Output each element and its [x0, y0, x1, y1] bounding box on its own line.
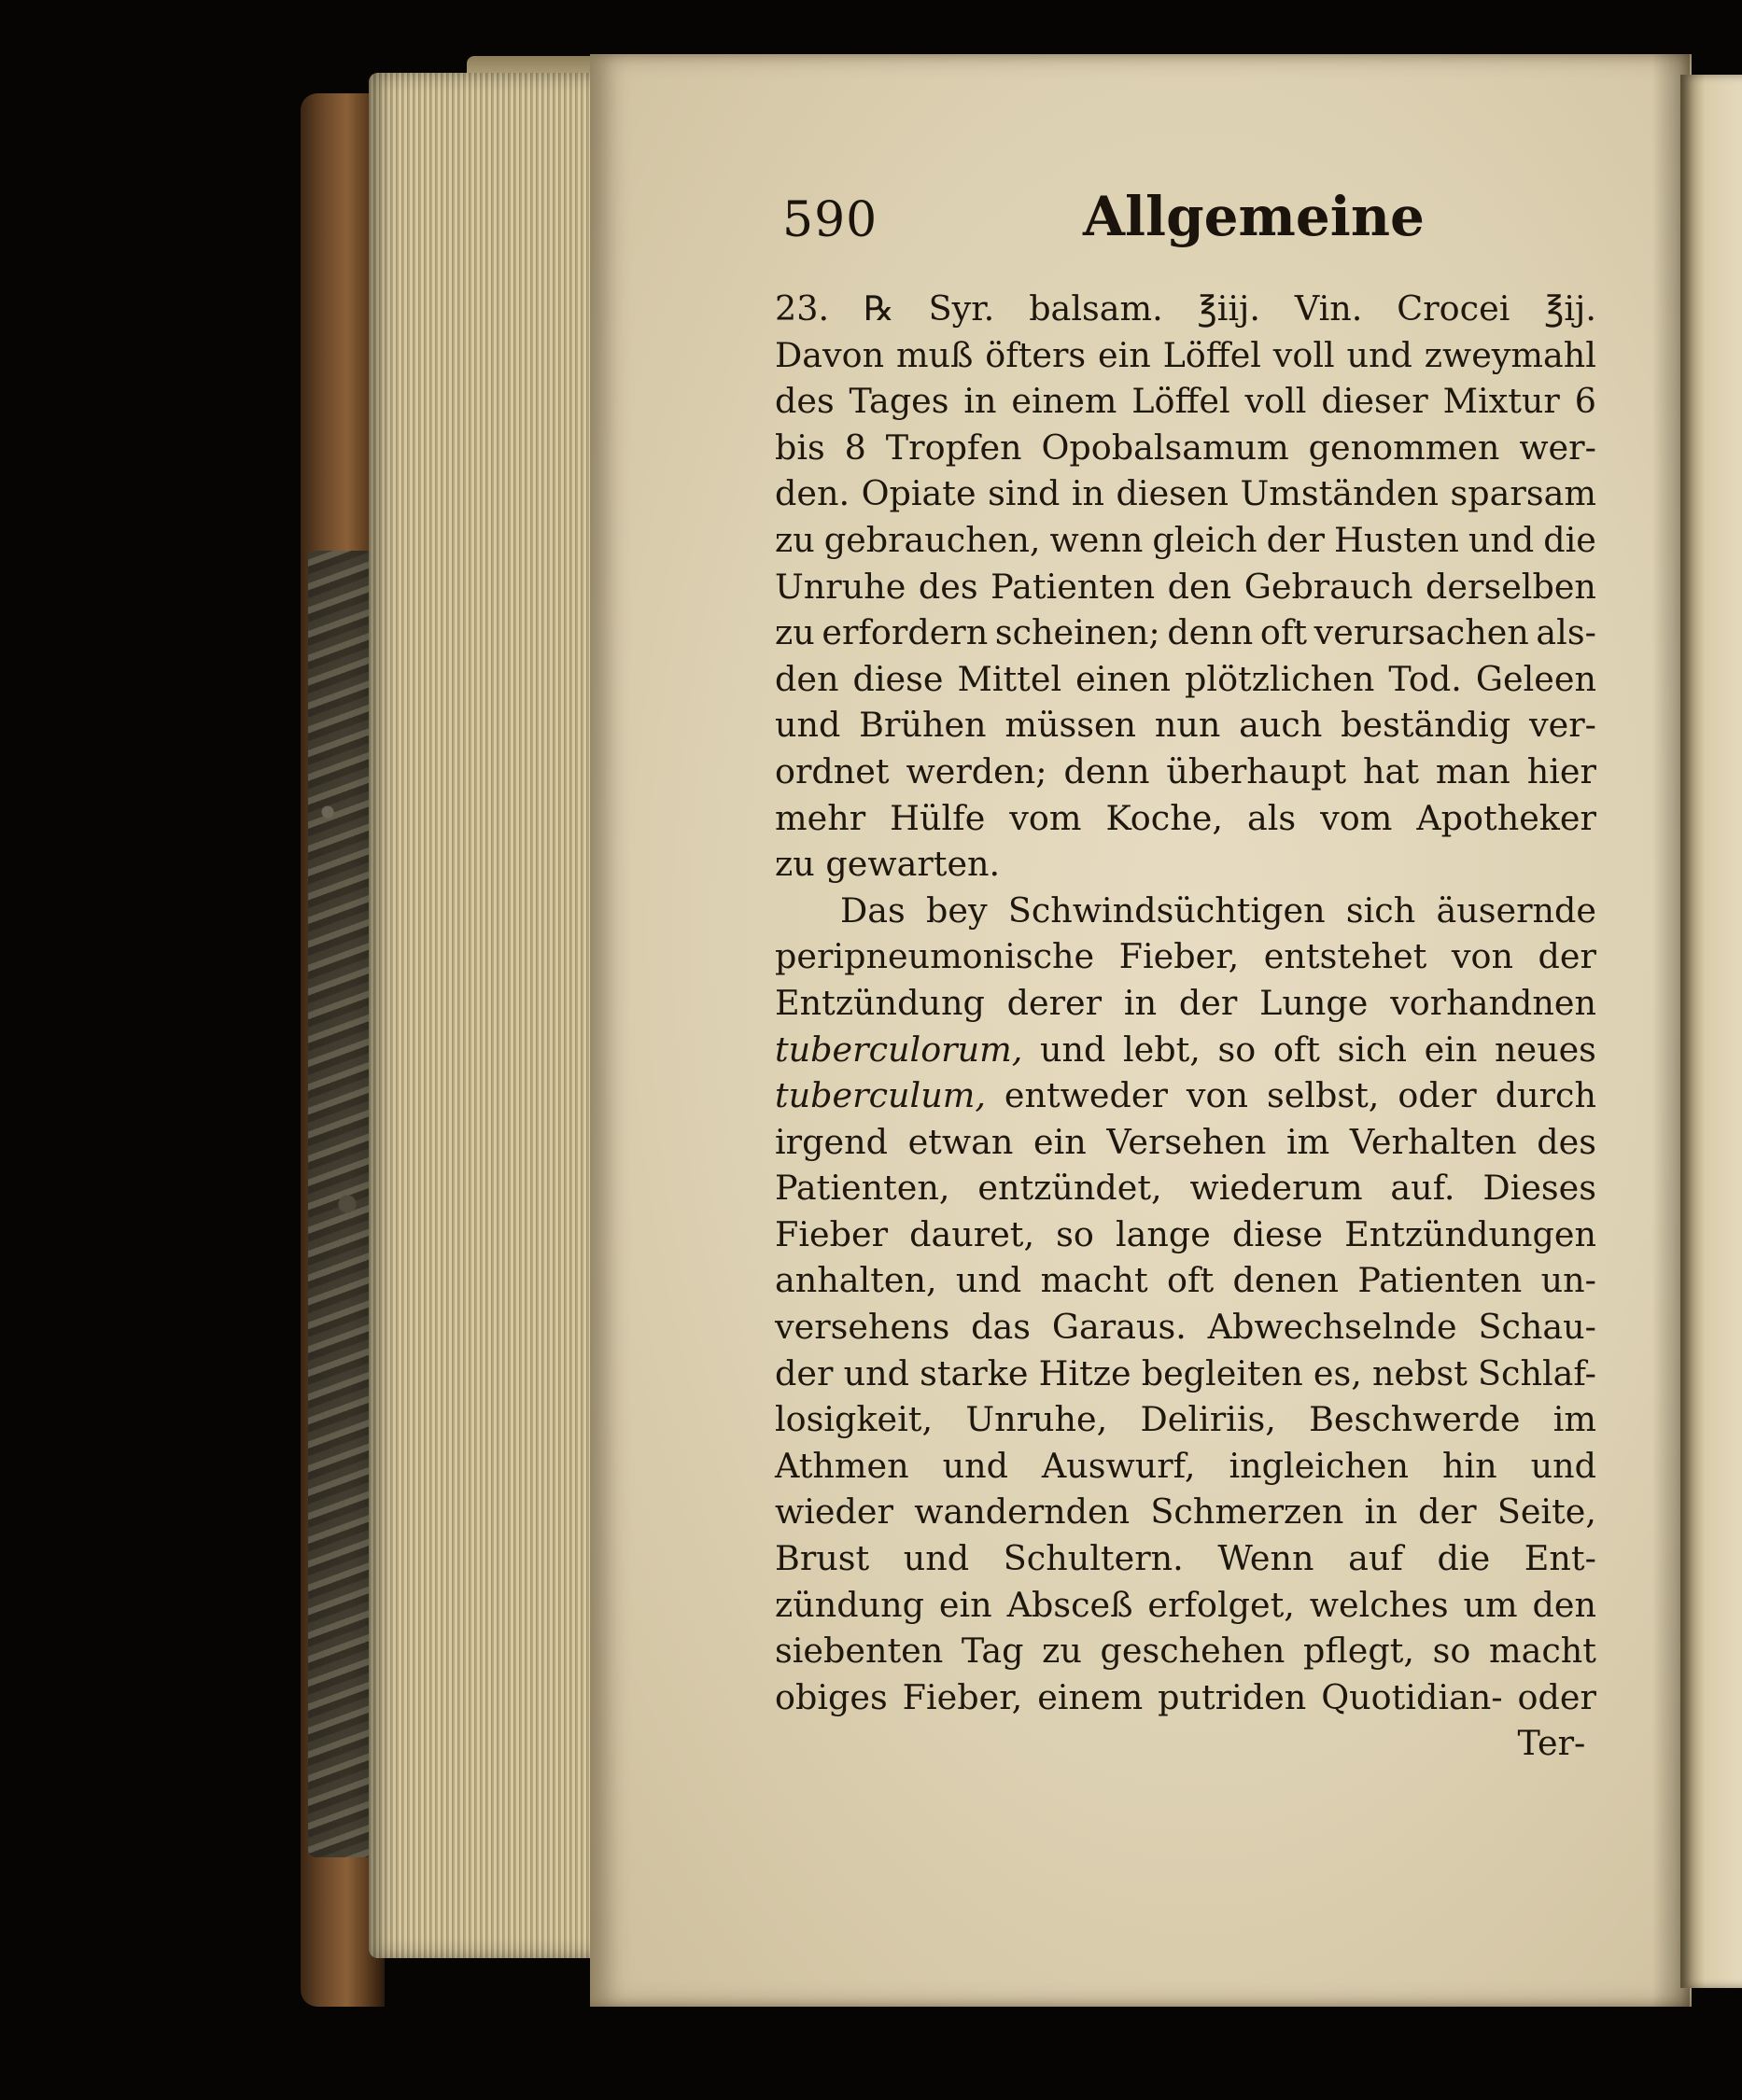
- word: entzündet,: [977, 1168, 1162, 1209]
- word: hat: [1363, 750, 1419, 791]
- word: Hülfe: [890, 797, 986, 838]
- word: Quotidian-: [1321, 1676, 1503, 1717]
- word: zweymahl: [1424, 334, 1596, 375]
- word: Schwindsüchtigen: [1007, 889, 1326, 931]
- word: sparsam: [1450, 473, 1596, 514]
- word: entstehet: [1263, 936, 1427, 977]
- word: Löffel: [1131, 381, 1230, 422]
- word: vom: [1009, 797, 1082, 838]
- text-line: [775, 1396, 1596, 1443]
- word: Ter-: [1517, 1723, 1586, 1764]
- text-line: [775, 1674, 1596, 1721]
- word: äusernde: [1436, 889, 1596, 931]
- word: des: [1537, 1121, 1596, 1162]
- text-line: [775, 425, 1596, 471]
- word: wer-: [1519, 427, 1596, 468]
- word: denn: [1063, 750, 1150, 791]
- word: dauret,: [909, 1213, 1035, 1254]
- word: einem: [1037, 1676, 1144, 1717]
- word: Patienten,: [775, 1168, 950, 1209]
- paragraph-start-line: [775, 888, 1596, 934]
- word: entweder: [1004, 1075, 1168, 1116]
- word: zu: [775, 844, 815, 885]
- word: Dieses: [1482, 1168, 1596, 1209]
- word: so: [1432, 1631, 1471, 1672]
- word: der: [1418, 1491, 1477, 1533]
- word: Abwechselnde: [1207, 1307, 1457, 1348]
- word: versehens: [775, 1307, 950, 1348]
- word: Verhalten: [1349, 1121, 1517, 1162]
- word: bis: [775, 427, 825, 468]
- word: denen: [1232, 1260, 1340, 1301]
- word: so: [1217, 1029, 1257, 1070]
- word: macht: [1488, 1631, 1596, 1672]
- text-line: [775, 702, 1596, 749]
- word: auch: [1239, 705, 1323, 746]
- word: den: [1532, 1584, 1596, 1625]
- word: peripneumonische: [775, 936, 1095, 977]
- word: Tag: [961, 1631, 1024, 1672]
- word: Brust: [775, 1538, 870, 1579]
- word: Husten: [1334, 519, 1459, 560]
- word: ordnet: [775, 750, 890, 791]
- word: un-: [1540, 1260, 1596, 1301]
- word: und: [1468, 519, 1535, 560]
- word: müssen: [1004, 705, 1137, 746]
- word: Patienten: [990, 566, 1156, 607]
- word: man: [1435, 750, 1510, 791]
- word: tuberculorum,: [775, 1029, 1023, 1070]
- word: der: [1178, 982, 1238, 1023]
- word: ein: [1033, 1121, 1087, 1162]
- word: und: [955, 1260, 1022, 1301]
- word: vorhandnen: [1390, 982, 1596, 1023]
- word: Unruhe: [775, 566, 906, 607]
- word: und: [775, 705, 841, 746]
- word: Schultern.: [1003, 1538, 1184, 1579]
- word: Mixtur: [1442, 381, 1560, 422]
- word: und: [1346, 334, 1412, 375]
- word: selbst,: [1267, 1075, 1380, 1116]
- word: Tages: [849, 381, 949, 422]
- word: des: [918, 566, 978, 607]
- word: diese: [1231, 1213, 1323, 1254]
- word: Beschwerde: [1309, 1399, 1521, 1440]
- word: Auswurf,: [1041, 1445, 1196, 1486]
- word: zu: [775, 519, 815, 560]
- word: wieder: [775, 1491, 893, 1533]
- word: oft: [1259, 612, 1308, 653]
- word: Syr.: [928, 288, 995, 329]
- page-edges: [369, 73, 597, 1958]
- word: des: [775, 381, 835, 422]
- text-line: [775, 1628, 1596, 1674]
- running-head: Allgemeine: [1083, 185, 1425, 248]
- word: derer: [1006, 982, 1103, 1023]
- word: zu: [775, 612, 815, 653]
- word: einen: [1075, 658, 1172, 699]
- text-line: [775, 1072, 1596, 1119]
- word: und: [942, 1445, 1008, 1486]
- text-line: [775, 749, 1596, 795]
- word: Umständen: [1240, 473, 1440, 514]
- word: Entzündung: [775, 982, 985, 1023]
- word: Davon: [775, 334, 885, 375]
- word: und: [903, 1538, 970, 1579]
- word: den: [1167, 566, 1232, 607]
- word: Lunge: [1259, 982, 1369, 1023]
- word: Tropfen: [885, 427, 1022, 468]
- word: siebenten: [775, 1631, 944, 1672]
- page-body: [775, 286, 1596, 1767]
- word: oder: [1398, 1075, 1477, 1116]
- text-line: [775, 1443, 1596, 1490]
- word: Fieber,: [902, 1676, 1023, 1717]
- word: nun: [1154, 705, 1221, 746]
- text-line: [775, 1489, 1596, 1535]
- word: balsam.: [1029, 288, 1163, 329]
- word: erfolget,: [1147, 1584, 1295, 1625]
- word: bey: [926, 889, 988, 931]
- word: im: [1286, 1121, 1330, 1162]
- word: oft: [1166, 1260, 1215, 1301]
- word: macht: [1040, 1260, 1148, 1301]
- word: Fieber,: [1118, 936, 1240, 977]
- word: 23.: [775, 288, 830, 329]
- word: Versehen: [1106, 1121, 1267, 1162]
- word: Deliriis,: [1140, 1399, 1276, 1440]
- word: Patienten: [1357, 1260, 1523, 1301]
- word: und: [1039, 1029, 1106, 1070]
- word: derselben: [1426, 566, 1596, 607]
- word: geschehen: [1100, 1631, 1285, 1672]
- text-line: [775, 1027, 1596, 1073]
- word: zu: [1042, 1631, 1082, 1672]
- text-line: [775, 1351, 1596, 1397]
- word: diesen: [1116, 473, 1229, 514]
- word: welches: [1309, 1584, 1449, 1625]
- word: ein: [1424, 1029, 1478, 1070]
- text-line: [775, 609, 1596, 656]
- word: und: [843, 1352, 909, 1393]
- facing-page-edge: [1680, 75, 1742, 1988]
- word: Wenn: [1217, 1538, 1314, 1579]
- word: Apotheker: [1416, 797, 1596, 838]
- word: ℥ij.: [1544, 288, 1596, 329]
- word: in: [1123, 982, 1158, 1023]
- word: so: [1056, 1213, 1094, 1254]
- text-line: [775, 841, 1596, 888]
- word: Tod.: [1388, 658, 1462, 699]
- word: erfordern: [822, 612, 989, 653]
- word: oder: [1517, 1676, 1596, 1717]
- catchword: [775, 1720, 1596, 1767]
- word: gebrauchen,: [823, 519, 1041, 560]
- word: als-: [1536, 612, 1596, 653]
- word: ver-: [1528, 705, 1596, 746]
- word: zündung: [775, 1584, 924, 1625]
- word: Absceß: [1006, 1584, 1133, 1625]
- word: von: [1451, 936, 1513, 977]
- word: öfters: [985, 334, 1087, 375]
- word: ℞: [863, 288, 894, 329]
- word: hier: [1526, 750, 1596, 791]
- word: der: [1538, 936, 1596, 977]
- marbled-binding: [308, 551, 373, 1857]
- text-line: [775, 1257, 1596, 1304]
- word: Opiate: [861, 473, 976, 514]
- word: 8: [844, 427, 866, 468]
- word: das: [971, 1307, 1032, 1348]
- text-line: [775, 564, 1596, 610]
- word: Mittel: [957, 658, 1062, 699]
- word: sich: [1337, 1029, 1407, 1070]
- word: irgend: [775, 1121, 888, 1162]
- word: gewarten.: [825, 844, 1001, 885]
- text-line: [775, 1211, 1596, 1258]
- word: von: [1186, 1075, 1249, 1116]
- word: es,: [1313, 1352, 1362, 1393]
- text-line: [775, 470, 1596, 517]
- word: auf.: [1390, 1168, 1455, 1209]
- text-line: [775, 1582, 1596, 1629]
- word: starke: [920, 1352, 1029, 1393]
- page-number: 590: [782, 192, 878, 248]
- word: sind: [988, 473, 1061, 514]
- word: begleiten: [1141, 1352, 1303, 1393]
- word: Löffel: [1162, 334, 1261, 375]
- word: ein: [1097, 334, 1151, 375]
- page-header: [782, 185, 1604, 269]
- word: ℥iij.: [1197, 288, 1260, 329]
- word: den: [775, 658, 839, 699]
- word: mehr: [775, 797, 866, 838]
- word: Brühen: [859, 705, 987, 746]
- word: Schau-: [1478, 1307, 1596, 1348]
- word: den.: [775, 473, 850, 514]
- word: genommen: [1308, 427, 1500, 468]
- word: voll: [1244, 381, 1307, 422]
- word: in: [1364, 1491, 1398, 1533]
- word: beständig: [1341, 705, 1511, 746]
- word: Hitze: [1038, 1352, 1131, 1393]
- text-line: [775, 1165, 1596, 1211]
- word: vom: [1320, 797, 1393, 838]
- word: lebt,: [1122, 1029, 1201, 1070]
- word: werden;: [906, 750, 1047, 791]
- text-line: [775, 1119, 1596, 1166]
- word: neues: [1494, 1029, 1596, 1070]
- word: pflegt,: [1303, 1631, 1414, 1672]
- word: tuberculum,: [775, 1075, 986, 1116]
- word: nebst: [1372, 1352, 1468, 1393]
- word: scheinen;: [994, 612, 1160, 653]
- word: als: [1246, 797, 1297, 838]
- word: Gebrauch: [1243, 566, 1413, 607]
- text-line: [775, 656, 1596, 703]
- word: anhalten,: [775, 1260, 937, 1301]
- word: plötzlichen: [1185, 658, 1375, 699]
- word: lange: [1115, 1213, 1211, 1254]
- word: denn: [1167, 612, 1254, 653]
- word: Das: [840, 889, 906, 931]
- text-line: [775, 378, 1596, 425]
- word: wandernden: [914, 1491, 1131, 1533]
- word: voll: [1272, 334, 1335, 375]
- word: obiges: [775, 1676, 888, 1717]
- word: der: [1266, 519, 1326, 560]
- text-line: [775, 795, 1596, 842]
- word: wenn: [1049, 519, 1144, 560]
- word: diese: [852, 658, 944, 699]
- word: Schlaf-: [1478, 1352, 1596, 1393]
- word: losigkeit,: [775, 1399, 934, 1440]
- word: verursachen: [1314, 612, 1529, 653]
- word: Entzündungen: [1344, 1213, 1596, 1254]
- word: auf: [1348, 1538, 1403, 1579]
- word: Vin.: [1294, 288, 1363, 329]
- word: Schmerzen: [1150, 1491, 1344, 1533]
- word: Unruhe,: [965, 1399, 1108, 1440]
- word: ein: [938, 1584, 992, 1625]
- word: der: [775, 1352, 834, 1393]
- word: Athmen: [775, 1445, 909, 1486]
- word: in: [1071, 473, 1105, 514]
- word: Fieber: [775, 1213, 889, 1254]
- text-line: [775, 980, 1596, 1027]
- text-line: [775, 933, 1596, 980]
- word: hin: [1441, 1445, 1497, 1486]
- word: ingleichen: [1229, 1445, 1409, 1486]
- word: oft: [1272, 1029, 1320, 1070]
- word: im: [1552, 1399, 1596, 1440]
- word: und: [1530, 1445, 1596, 1486]
- word: Seite,: [1496, 1491, 1596, 1533]
- text-line: [775, 1535, 1596, 1582]
- word: Garaus.: [1051, 1307, 1187, 1348]
- text-line: [775, 332, 1596, 379]
- word: wiederum: [1189, 1168, 1363, 1209]
- word: muß: [895, 334, 974, 375]
- text-line: [775, 517, 1596, 564]
- word: Geleen: [1475, 658, 1596, 699]
- word: durch: [1495, 1075, 1596, 1116]
- text-line: [775, 286, 1596, 332]
- word: in: [963, 381, 997, 422]
- word: sich: [1345, 889, 1416, 931]
- word: die: [1543, 519, 1596, 560]
- text-line: [775, 1304, 1596, 1351]
- word: Crocei: [1397, 288, 1510, 329]
- word: dieser: [1321, 381, 1428, 422]
- word: die: [1437, 1538, 1491, 1579]
- word: einem: [1011, 381, 1117, 422]
- word: um: [1463, 1584, 1518, 1625]
- word: überhaupt: [1166, 750, 1347, 791]
- word: Opobalsamum: [1041, 427, 1289, 468]
- word: Ent-: [1524, 1538, 1596, 1579]
- word: putriden: [1158, 1676, 1307, 1717]
- word: Koche,: [1105, 797, 1223, 838]
- word: 6: [1574, 381, 1596, 422]
- word: gleich: [1152, 519, 1257, 560]
- word: etwan: [907, 1121, 1014, 1162]
